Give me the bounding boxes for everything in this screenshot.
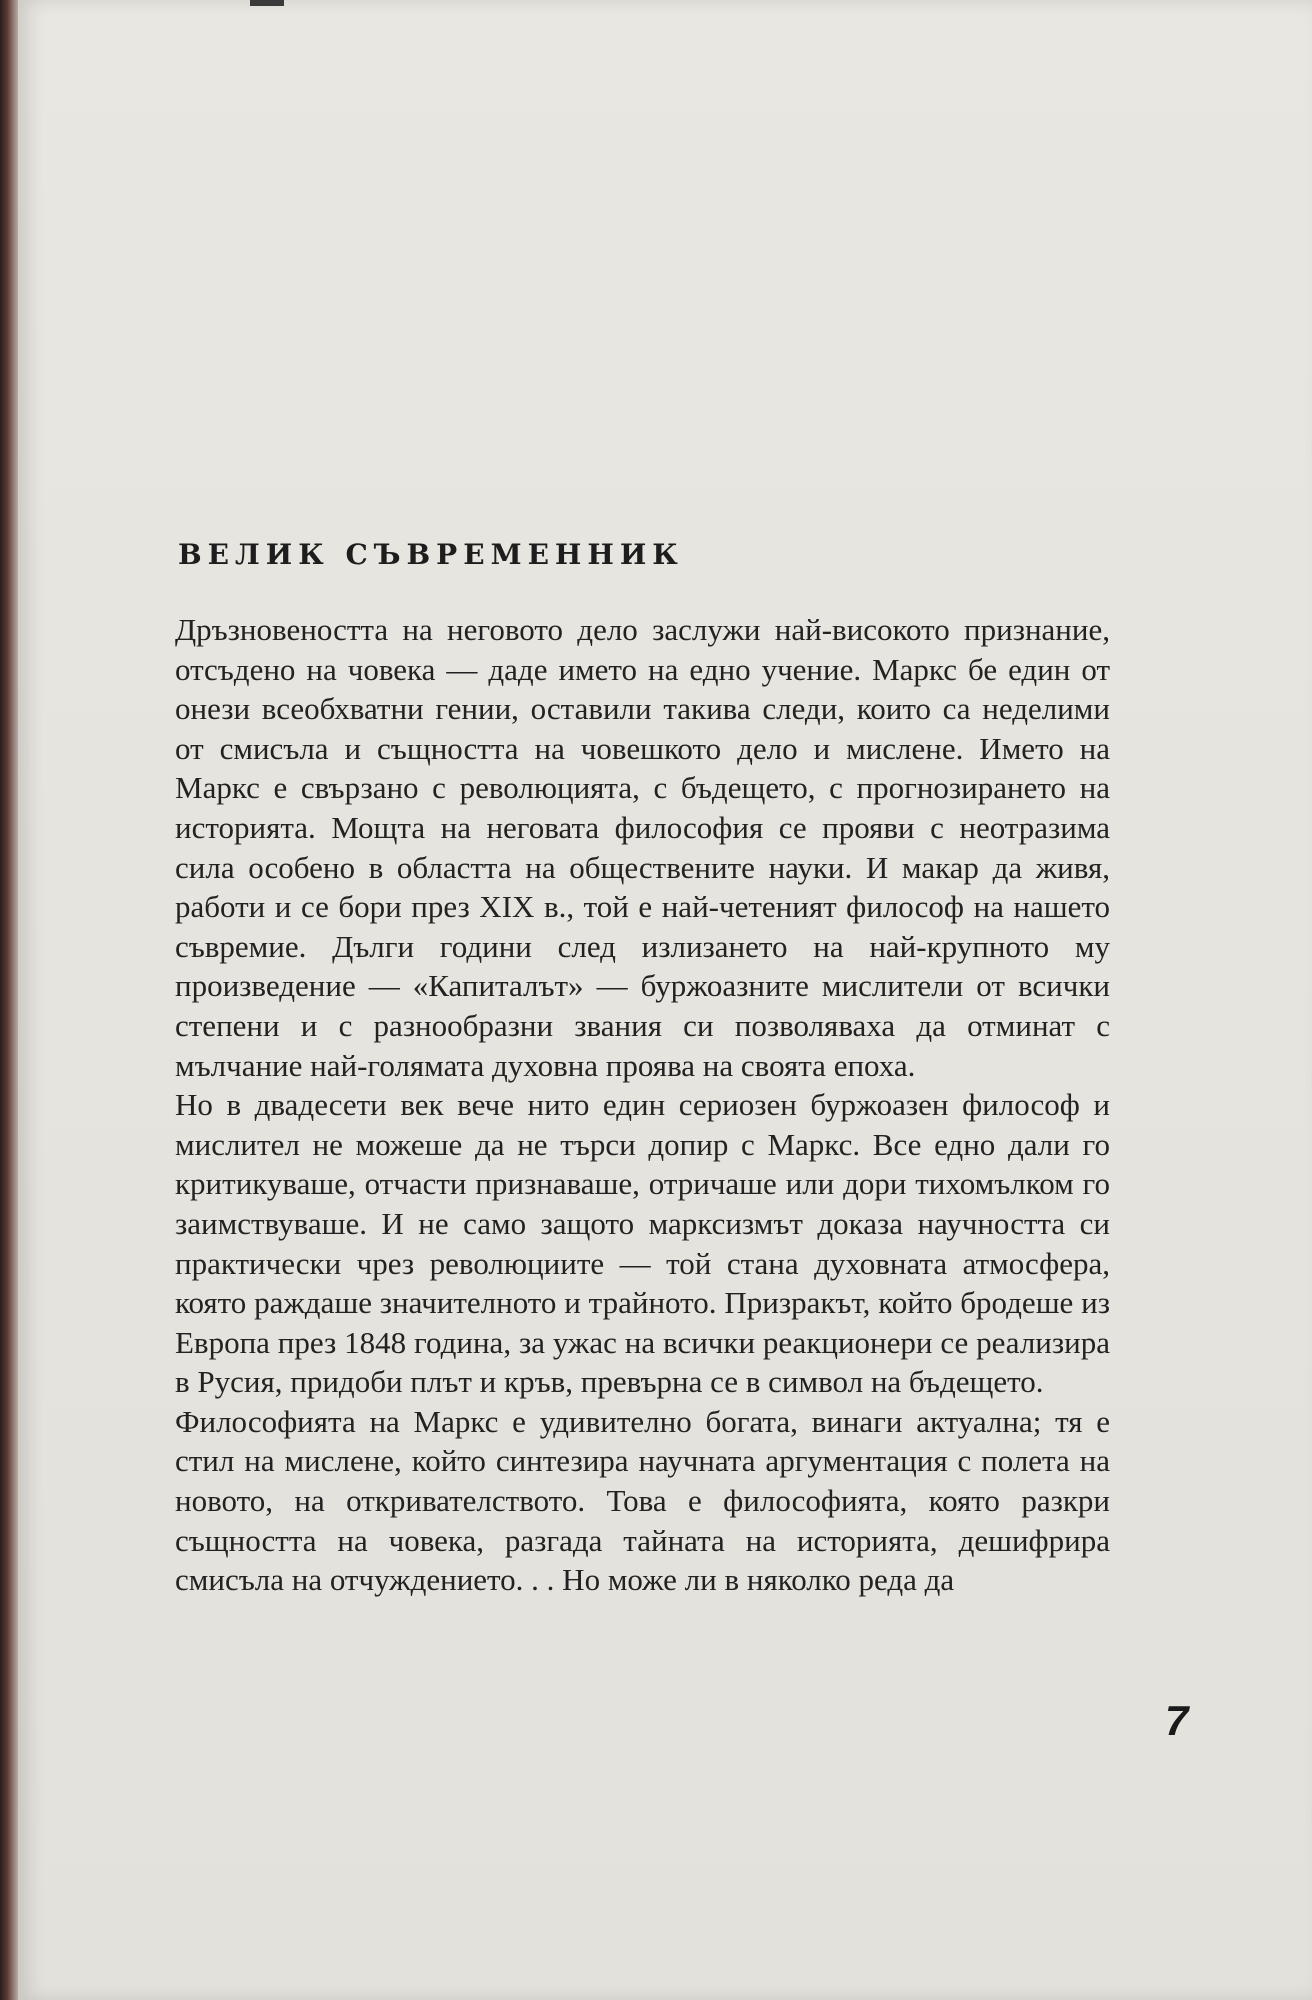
body-text xyxy=(175,610,1110,1600)
book-page xyxy=(18,0,1312,2000)
paragraph-1: Дръзновеността на неговото дело заслужи най-високото признание, отсъдено на човека — даде името на едно учение. Маркс бе един от онези всеобхватни гении, оставили такива следи, които са неделими от смисъла и същността на човешкото дело и мислене. Името на Маркс е свързано с революцията, с бъдещето, с прогнозирането на историята. Мощта на неговата философия се прояви с неотразима сила особено в областта на обществените науки. И макар да живя, работи и се бори през XIX в., той е най-четеният философ на нашето съвремие. Дълги години след излизането на най-крупното му произведение — «Капиталът» — буржоазните мислители от всички степени и с разнообразни звания си позволяваха да отминат с мълчание най-голямата духовна проява на своята епоха. xyxy=(175,612,1110,1083)
book-spine-edge xyxy=(0,0,18,2000)
page-number: 7 xyxy=(1165,1697,1189,1744)
paragraph-3: Философията на Маркс е удивително богата, винаги актуална; тя е стил на мислене, който синтезира научната аргументация с полета на новото, на откривателството. Това е философията, която разкри същността на човека, разгада тайната на историята, дешифрира смисъла на отчуждението. . . Но може ли в няколко реда да xyxy=(175,1403,1110,1598)
chapter-heading: ВЕЛИК СЪВРЕМЕННИК xyxy=(178,538,684,571)
paragraph-2: Но в двадесети век вече нито един сериозен буржоазен философ и мислител не можеше да не търси допир с Маркс. Все едно дали го критикуваше, отчасти признаваше, отричаше или дори тихомълком го заимствуваше. И не само защото марксизмът доказа научността си практически чрез революциите — той стана духовната атмосфера, която раждаше значителното и трайното. Призракът, който бродеше из Европа през 1848 година, за ужас на всички реакционери се реализира в Русия, придоби плът и кръв, превърна се в символ на бъдещето. xyxy=(175,1087,1110,1400)
page-top-edge xyxy=(250,0,284,6)
